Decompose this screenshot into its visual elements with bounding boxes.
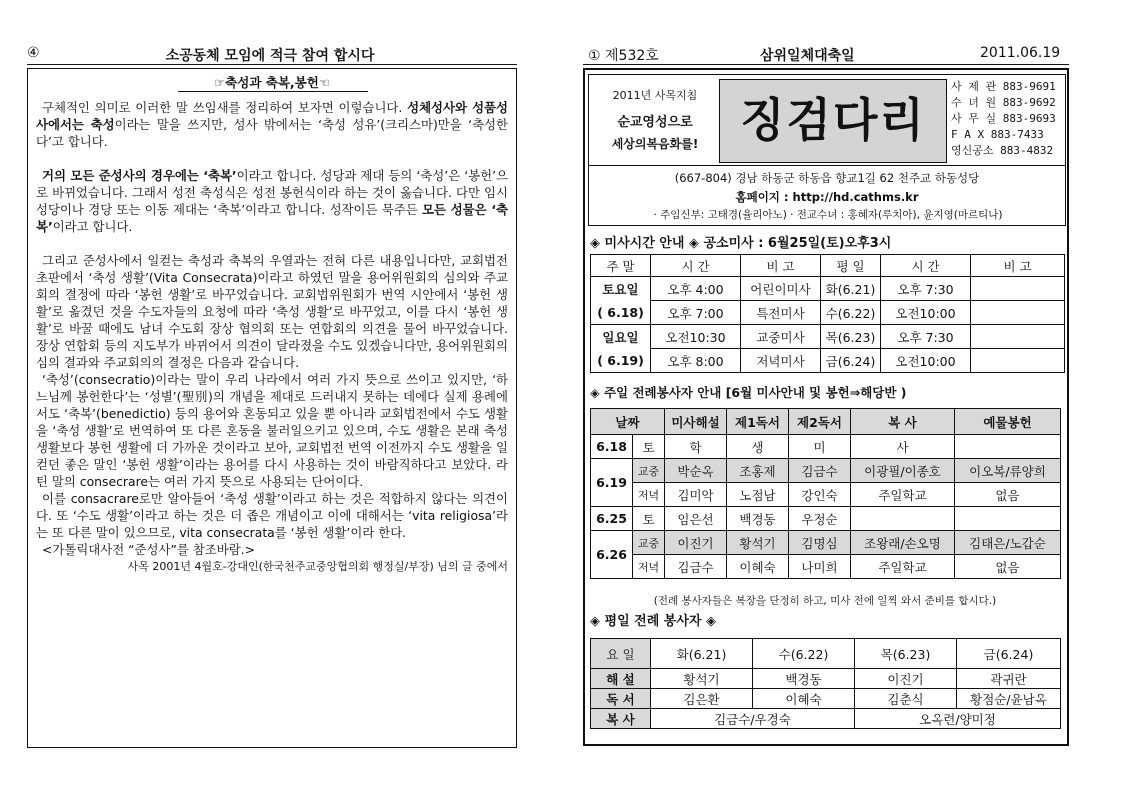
- server-cell: [955, 435, 1061, 459]
- mass-col-note: 비 고: [741, 255, 821, 277]
- weekday-servers-title: ◈ 평일 전례 봉사자 ◈: [590, 614, 717, 629]
- mass-weekday-cell: 화(6.21): [821, 277, 881, 301]
- server-cell: 이광필/이종호: [851, 459, 955, 483]
- server-cell: [955, 507, 1061, 531]
- server-cell: 김은환: [651, 689, 753, 709]
- reference-note: <가톨릭대사전 “준성사”를 참조바람.>: [42, 542, 255, 557]
- server-cell: [851, 507, 955, 531]
- mass-note-cell: 교중미사: [741, 325, 821, 349]
- masthead: [588, 74, 1066, 226]
- contact-mission: 영신공소 883-4832: [951, 144, 1054, 157]
- mass-note-cell: 어린이미사: [741, 277, 821, 301]
- title-rule: [178, 91, 368, 92]
- left-page-number: ④: [27, 45, 40, 61]
- contact-convent: 수 녀 원 883-9692: [951, 96, 1056, 109]
- newsletter-logo: 징검다리: [719, 79, 947, 163]
- row-6-19-evening: [591, 483, 1061, 507]
- mass-type-cell: 교중: [633, 531, 665, 555]
- server-cell: 김금수: [789, 459, 851, 483]
- mass-type-cell: 저녁: [633, 483, 665, 507]
- server-cell: 이진기: [665, 531, 727, 555]
- motto-title: 2011년 사목지침: [612, 89, 698, 102]
- role-cell: 해 설: [591, 669, 651, 689]
- day-cell: 토: [633, 507, 665, 531]
- weekday-col-thu: 목(6.23): [855, 639, 957, 669]
- mass-time-cell: 오후 7:30: [881, 325, 971, 349]
- mass-col-time: 시 간: [651, 255, 741, 277]
- mass-col-weekday: 평 일: [821, 255, 881, 277]
- row-6-26-main: [591, 531, 1061, 555]
- server-cell: 백경동: [727, 507, 789, 531]
- row-6-26-evening: [591, 555, 1061, 579]
- server-cell: 사: [851, 435, 955, 459]
- mass-row: [591, 277, 1065, 301]
- paragraph-1: 구체적인 의미로 이러한 말 쓰임새를 정리하여 보자면 이렇습니다. 성체성사와 성품성사에서는 축성이라는 말을 쓰지만, 성사 밖에서는 ‘축성 성유’(크리스마)만을 ‘축성한다’고 합니다.: [36, 100, 508, 149]
- mass-sunday: 일요일: [591, 325, 651, 349]
- server-cell: 없음: [955, 483, 1061, 507]
- mass-weekday-cell: 수(6.22): [821, 301, 881, 325]
- server-cell: 김태은/노갑순: [955, 531, 1061, 555]
- server-cell: 황점순/윤남옥: [957, 689, 1061, 709]
- mass-row: [591, 301, 1065, 325]
- mass-row: [591, 349, 1065, 373]
- motto-line-1: 순교영성으로: [617, 115, 693, 130]
- mass-weekday-cell: 목(6.23): [821, 325, 881, 349]
- homepage-url[interactable]: 홈페이지 : http://hd.cathms.kr: [735, 190, 919, 204]
- left-header-rule: [27, 64, 517, 65]
- masthead-divider: [589, 165, 1065, 166]
- parish-staff: · 주임신부: 고태경(율리아노) · 전교수녀 : 홍혜자(루치아), 윤지영(마르티나): [653, 209, 1003, 221]
- mass-col-note-2: 비 고: [971, 255, 1065, 277]
- server-cell: 김춘식: [855, 689, 957, 709]
- article-title: ☞축성과 축복,봉헌☜: [213, 75, 331, 90]
- server-notice: (전례 봉사자들은 복장을 단정히 하고, 미사 전에 일찍 와서 준비를 합시다.): [653, 595, 997, 607]
- mass-note-cell: [971, 349, 1065, 373]
- sunday-header-row: [591, 409, 1061, 435]
- mass-saturday-date: ( 6.18): [591, 301, 651, 325]
- server-cell: 노점남: [727, 483, 789, 507]
- weekday-altar-row: [591, 709, 1061, 729]
- mass-time-cell: 오전10:00: [881, 301, 971, 325]
- date-cell: 6.26: [591, 531, 633, 579]
- mass-time-cell: 오후 7:00: [651, 301, 741, 325]
- mass-row: [591, 325, 1065, 349]
- server-cell: 생: [727, 435, 789, 459]
- date-cell: 6.18: [591, 435, 633, 459]
- mass-note-cell: 특전미사: [741, 301, 821, 325]
- right-header-rule: [583, 64, 1069, 65]
- mass-time-cell: 오전10:00: [881, 349, 971, 373]
- mass-weekday-cell: 금(6.24): [821, 349, 881, 373]
- mass-time-title: ◈ 미사시간 안내 ◈ 공소미사 : 6월25일(토)오후3시: [590, 236, 892, 251]
- server-cell: 조왕래/손오명: [851, 531, 955, 555]
- mass-header-row: [591, 255, 1065, 277]
- article-box: [27, 68, 517, 748]
- mass-note-cell: [971, 325, 1065, 349]
- server-cell: 없음: [955, 555, 1061, 579]
- day-cell: 토: [633, 435, 665, 459]
- mass-type-cell: 저녁: [633, 555, 665, 579]
- server-cell: 임은선: [665, 507, 727, 531]
- article-body: [36, 99, 508, 575]
- weekday-col-fri: 금(6.24): [957, 639, 1061, 669]
- mass-time-cell: 오후 7:30: [881, 277, 971, 301]
- mass-note-cell: [971, 277, 1065, 301]
- motto-line-2: 세상의복음화를!: [611, 137, 699, 151]
- mass-col-time-2: 시 간: [881, 255, 971, 277]
- mass-time-table: [590, 254, 1065, 373]
- feast-name: 삼위일체대축일: [760, 48, 855, 64]
- server-cell: 이진기: [855, 669, 957, 689]
- issue-date: 2011.06.19: [980, 45, 1061, 61]
- server-cell: 백경동: [753, 669, 855, 689]
- server-cell: 주일학교: [851, 555, 955, 579]
- role-cell: 복 사: [591, 709, 651, 729]
- weekday-reading-row: [591, 689, 1061, 709]
- server-cell: 김명심: [789, 531, 851, 555]
- server-cell: 김금수: [665, 555, 727, 579]
- col-commentary: 미사해설: [665, 409, 727, 435]
- server-cell: 학: [665, 435, 727, 459]
- paragraph-4: ‘축성’(consecratio)이라는 말이 우리 나라에서 여러 가지 뜻으로 쓰이고 있지만, ‘하느님께 봉헌한다’는 ‘성별’(聖別)의 개념을 제대로 드러내지 못하는 데에다 실제 용례에서도 ‘축복’(benedictio) 등의 용어와 혼동되고 있을 뿐 아니라 교회법전에서 수도 생활을 ‘축성 생활’로 번역하여 또 다른 혼동을 불러일으키고 있으며, 수도 생활은 본래 축성 생활보다 봉헌 생활에 더 가까운 것이라고 보아, 교회법전 번역 이전까지 수도 생활을 일컫던 좋은 말인 ‘봉헌 생활’이라는 용어를 다시 사용하는 것이 바람직하다고 보았다. 라틴 말의 consecrare는 여러 가지 뜻으로 사용되는 단어이다.: [36, 372, 508, 489]
- server-cell: 조홍제: [727, 459, 789, 483]
- server-cell: 강인숙: [789, 483, 851, 507]
- server-cell: 나미희: [789, 555, 851, 579]
- sunday-servers-table: [590, 408, 1061, 579]
- server-cell: 우정순: [789, 507, 851, 531]
- weekday-col-wed: 수(6.22): [753, 639, 855, 669]
- col-first-reading: 제1독서: [727, 409, 789, 435]
- paragraph-5: 이를 consacrare로만 알아들어 ‘축성 생활’이라고 하는 것은 적합하지 않다는 의견이다. 또 ‘수도 생활’이라고 하는 것은 더 좁은 개념이고 이에 대해서는 ‘vita religiosa’라는 또 다른 말이 있으므로, vita consecrata를 ‘봉헌 생활’이라 한다.: [36, 491, 508, 540]
- server-cell: 김미악: [665, 483, 727, 507]
- contact-list: [951, 79, 1063, 159]
- row-6-25: [591, 507, 1061, 531]
- server-cell: 미: [789, 435, 851, 459]
- row-6-19-main: [591, 459, 1061, 483]
- weekday-servers-table: [590, 638, 1061, 729]
- contact-fax: F A X 883-7433: [951, 128, 1044, 141]
- date-cell: 6.19: [591, 459, 633, 507]
- mass-sunday-date: ( 6.19): [591, 349, 651, 373]
- sunday-servers-title: ◈ 주일 전례봉사자 안내 [6월 미사안내 및 봉헌⇒해당반 ): [590, 385, 907, 400]
- col-second-reading: 제2독서: [789, 409, 851, 435]
- role-cell: 독 서: [591, 689, 651, 709]
- col-date: 날짜: [591, 409, 665, 435]
- mass-time-cell: 오후 4:00: [651, 277, 741, 301]
- server-cell: 김금수/우경숙: [651, 709, 855, 729]
- server-cell: 황석기: [727, 531, 789, 555]
- row-6-18: [591, 435, 1061, 459]
- server-cell: 이혜숙: [727, 555, 789, 579]
- paragraph-2: 거의 모든 준성사의 경우에는 ‘축복’이라고 합니다. 성당과 제대 등의 ‘축성’은 ‘봉헌’으로 바뀌었습니다. 그래서 성전 축성식은 성전 봉헌식이라 하는 것이 옳습니다. 다만 임시 성당이나 경당 또는 이동 제대는 ‘축복’이라고 합니다. 성작이든 묵주든 모든 성물은 ‘축복’이라고 합니다.: [36, 168, 509, 234]
- col-offertory: 예물봉헌: [955, 409, 1061, 435]
- server-cell: 이혜숙: [753, 689, 855, 709]
- date-cell: 6.25: [591, 507, 633, 531]
- weekday-commentary-row: [591, 669, 1061, 689]
- contact-rectory: 사 제 관 883-9691: [951, 80, 1056, 93]
- mass-type-cell: 교중: [633, 459, 665, 483]
- col-altar-server: 복 사: [851, 409, 955, 435]
- server-cell: 주일학교: [851, 483, 955, 507]
- mass-note-cell: [971, 301, 1065, 325]
- issue-number: 제532호: [605, 48, 659, 64]
- server-cell: 이오복/류양희: [955, 459, 1061, 483]
- server-cell: 오옥련/양미정: [855, 709, 1061, 729]
- server-cell: 박순옥: [665, 459, 727, 483]
- server-cell: 곽귀란: [957, 669, 1061, 689]
- weekday-col-tue: 화(6.21): [651, 639, 753, 669]
- weekday-col-day: 요 일: [591, 639, 651, 669]
- contact-office: 사 무 실 883-9693: [951, 112, 1056, 125]
- weekday-header-row: [591, 639, 1061, 669]
- left-page-header: 소공동체 모임에 적극 참여 합시다: [165, 48, 375, 64]
- mass-col-weekend: 주 말: [591, 255, 651, 277]
- mass-note-cell: 저녁미사: [741, 349, 821, 373]
- right-page-number: ① 제532호: [588, 48, 659, 64]
- article-source: 사목 2001년 4월호-강대인(한국천주교중앙협의회 행정실/부장) 님의 글 중에서: [127, 560, 508, 573]
- server-cell: 황석기: [651, 669, 753, 689]
- paragraph-3: 그리고 준성사에서 일컫는 축성과 축복의 우열과는 전혀 다른 내용입니다만, 교회법전 초판에서 ‘축성 생활’(Vita Consecrata)이라고 하였던 말을 용어위원회의 심의와 주교회의 결정에 따라 ‘봉헌 생활’로 바꾸었습니다. 교회법위원회가 번역 시안에서 ‘봉헌 생활’로 옮겼던 것을 수도자들의 요청에 따라 ‘축성 생활’로 바꾸었고, 이를 다시 ‘봉헌 생활’로 바꿀 때에도 남녀 수도회 장상 협의회 또는 연합회의 의견을 물어 바꾸었습니다. 장상 연합회 등의 지도부가 바뀌어서 의견이 달라졌을 수도 있겠습니다만, 용어위원회의 심의 결과와 주교회의의 결정은 다음과 같습니다.: [36, 253, 508, 370]
- mass-time-cell: 오후 8:00: [651, 349, 741, 373]
- parish-address: (667-804) 경남 하동군 하동읍 향교1길 62 천주교 하동성당: [674, 171, 980, 185]
- mass-saturday: 토요일: [591, 277, 651, 301]
- mass-time-cell: 오전10:30: [651, 325, 741, 349]
